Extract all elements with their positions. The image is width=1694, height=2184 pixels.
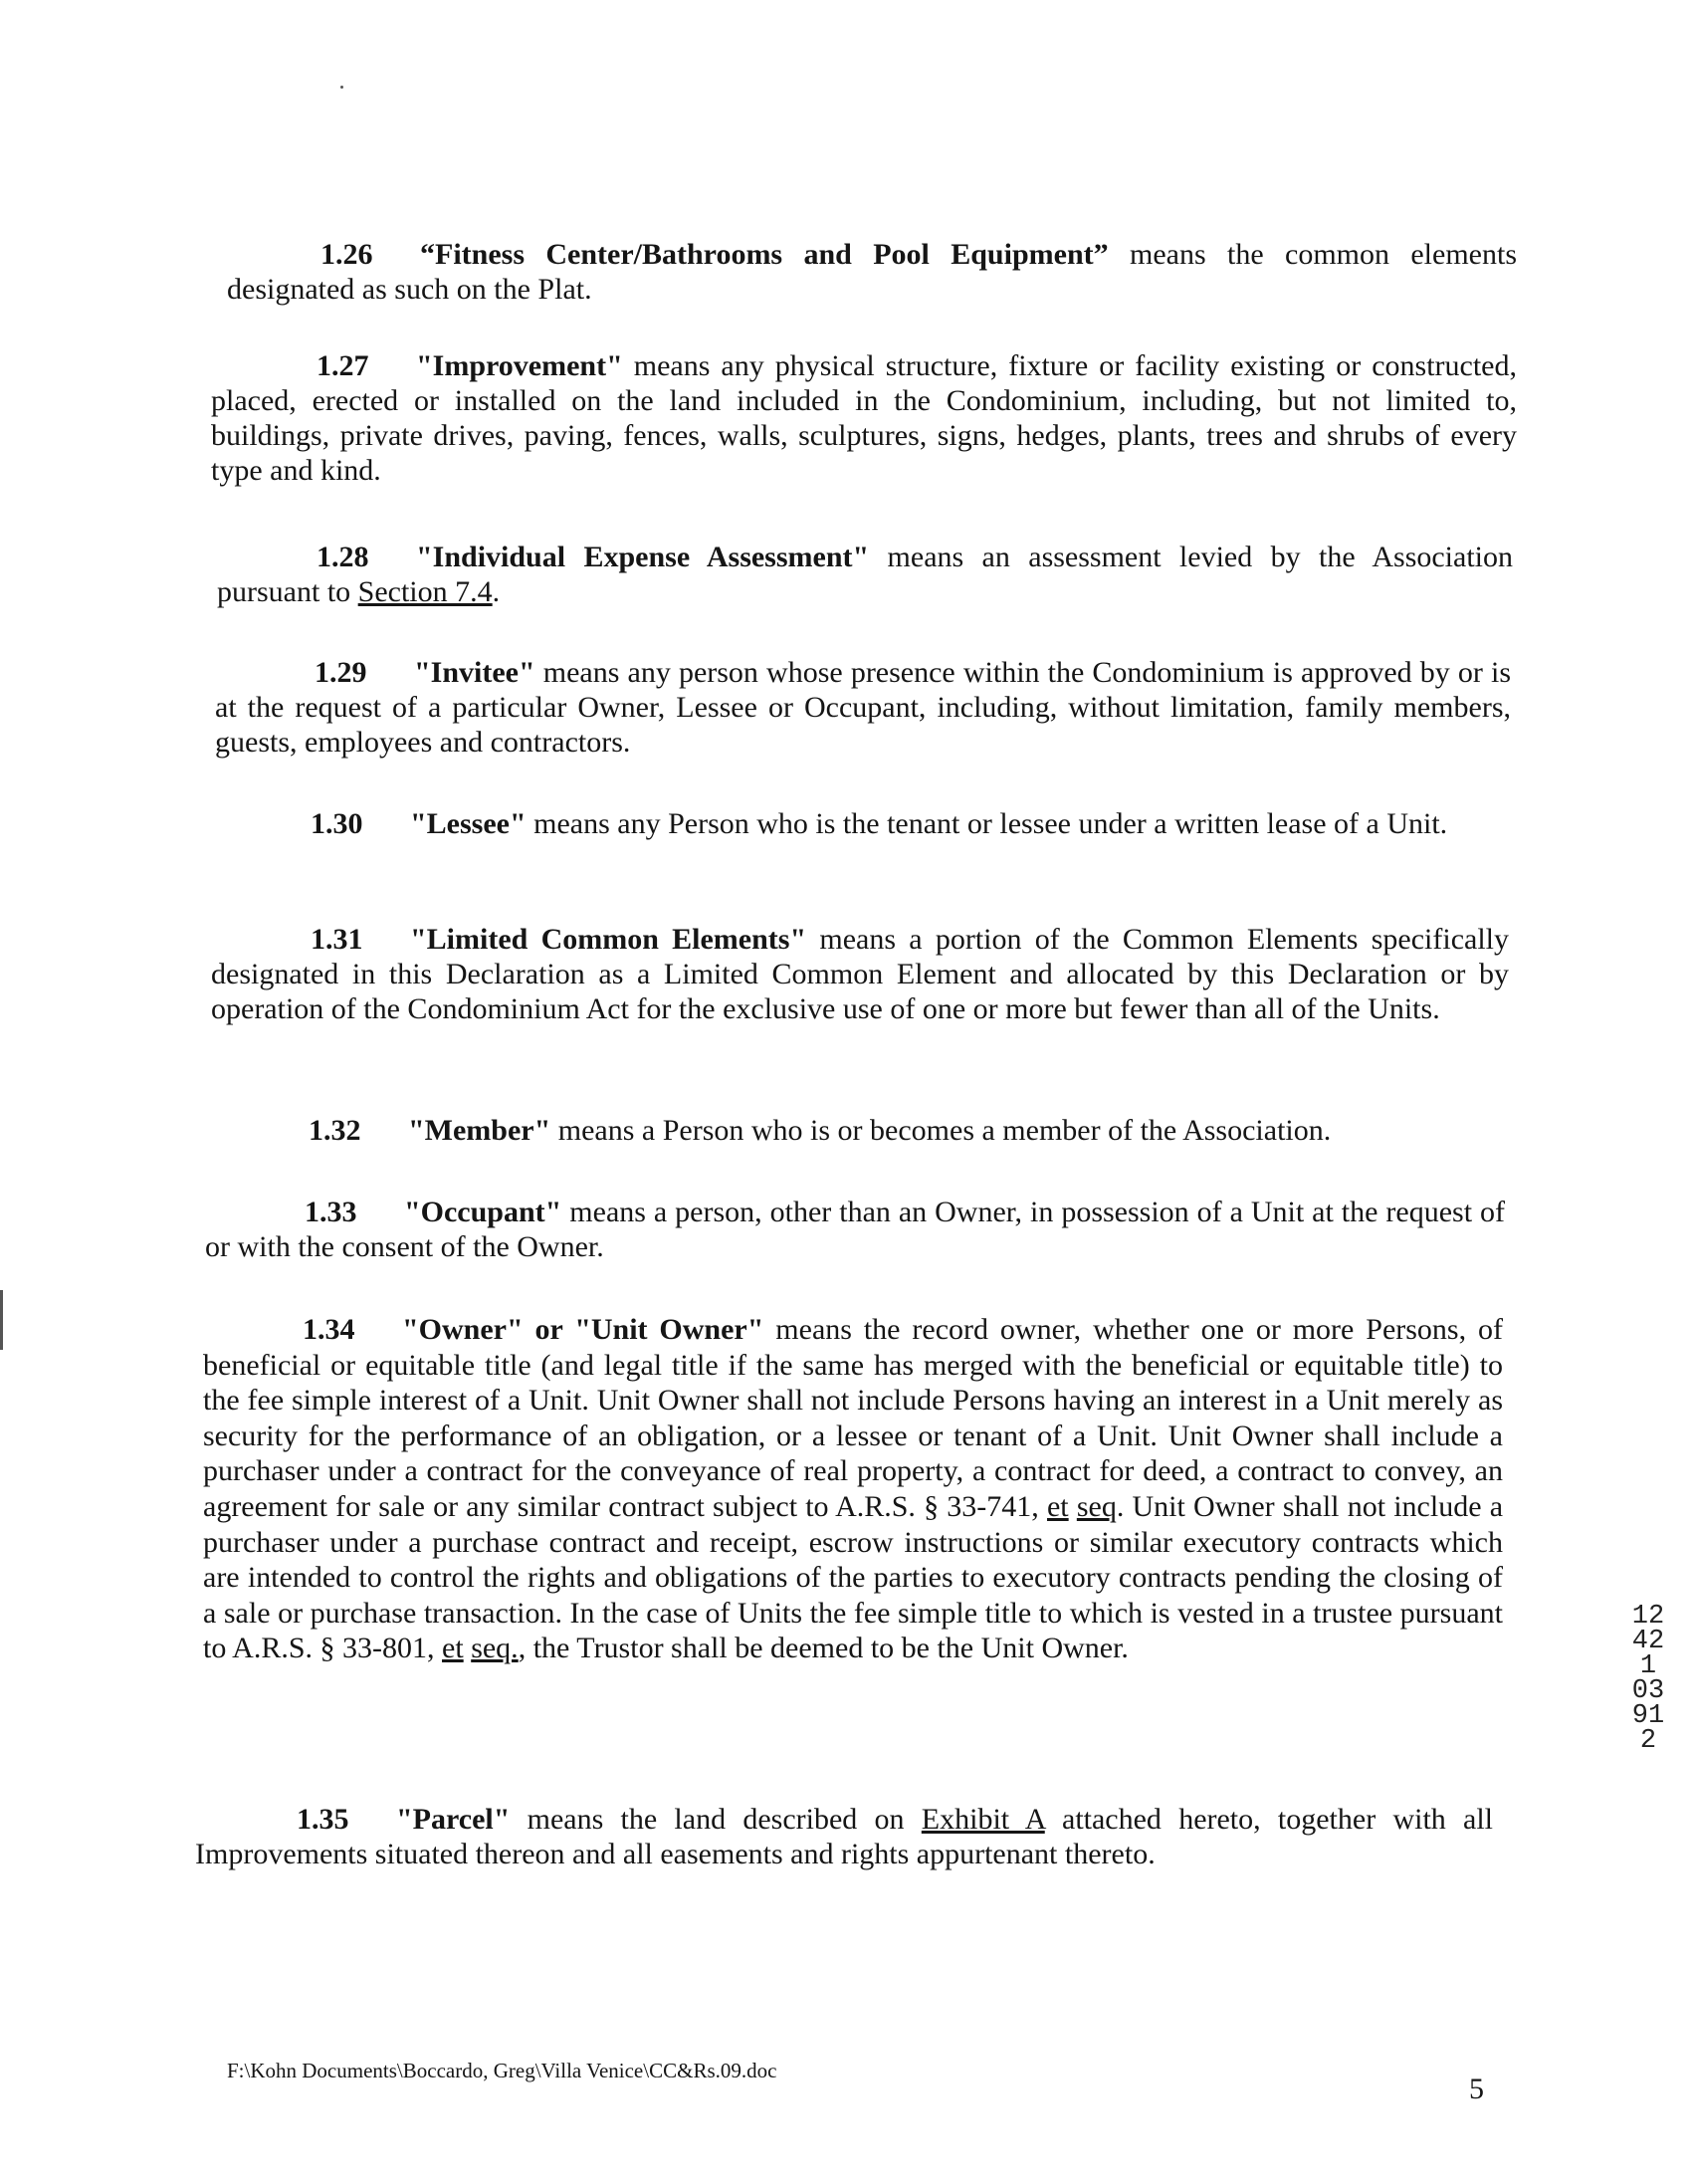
section-reference-link[interactable]: Section 7.4: [357, 575, 493, 608]
section-term: "Member": [408, 1114, 551, 1147]
recording-number-stamp: 12421 03912: [1631, 1602, 1665, 1756]
file-path-footer: F:\Kohn Documents\Boccardo, Greg\Villa Venice\CC&Rs.09.doc: [227, 2059, 777, 2082]
section-1-35: [195, 1802, 1493, 1871]
citation-et: et: [1046, 1489, 1069, 1523]
section-term: "Lessee": [410, 807, 527, 840]
section-term: “Fitness Center/Bathrooms and Pool Equipment”: [420, 238, 1109, 271]
section-term: "Occupant": [404, 1196, 562, 1228]
page-number: 5: [1469, 2073, 1484, 2105]
section-number: 1.35: [297, 1803, 349, 1836]
section-term: "Invitee": [414, 656, 535, 689]
section-number: 1.34: [303, 1313, 355, 1346]
section-1-27: [211, 348, 1517, 488]
section-term: "Improvement": [416, 349, 623, 382]
section-text: means an assessment levied by the Association pursuant to: [217, 541, 1514, 608]
section-number: 1.32: [309, 1114, 361, 1147]
section-number: 1.31: [311, 923, 363, 956]
citation-et: et: [442, 1632, 464, 1665]
citation-seq: seq.: [471, 1632, 519, 1665]
section-text: means any Person who is the tenant or lessee under a written lease of a Unit.: [526, 807, 1448, 840]
scan-edge-mark: [0, 1290, 3, 1350]
section-text: means the land described on: [510, 1803, 922, 1836]
section-text: . Unit Owner shall not include a purchaser under a purchase contract and receipt, escrow instructions or similar executory contracts which are intended to control the rights and obligations of the parties to executory contracts pending the closing of a sale or purchase transaction. In the case of Units the fee simple title to which is vested in a trustee pursuant to A.R.S. § 33-801,: [203, 1489, 1504, 1665]
section-1-33: [205, 1195, 1505, 1264]
section-1-32: [211, 1113, 1509, 1148]
section-1-26: [227, 237, 1517, 307]
section-number: 1.28: [317, 541, 369, 573]
section-term: "Individual Expense Assessment": [416, 541, 870, 573]
section-term: "Parcel": [396, 1803, 511, 1836]
section-text: , the Trustor shall be deemed to be the Unit Owner.: [518, 1632, 1129, 1665]
section-text: attached hereto, together with all Improvements situated thereon and all easements and rights appurtenant thereto.: [195, 1803, 1494, 1870]
citation-seq: seq: [1076, 1489, 1117, 1523]
section-text: means the common elements designated as such on the Plat.: [227, 238, 1517, 306]
exhibit-reference-link[interactable]: Exhibit A: [921, 1803, 1045, 1836]
section-text: means the record owner, whether one or more Persons, of beneficial or equitable title (and legal title if the same has merged with the beneficial or equitable title) to the fee simple interest of a Unit. Unit Owner shall not include Persons having an interest in a Unit merely as security for the performance of an obligation, or a lessee or tenant of a Unit. Unit Owner shall include a purchaser under a contract for the conveyance of real property, a contract for deed, a contract to convey, an agreement for sale or any similar contract subject to A.R.S. § 33-741,: [203, 1313, 1503, 1523]
section-number: 1.33: [305, 1196, 357, 1228]
section-1-31: [211, 922, 1509, 1026]
section-number: 1.30: [311, 807, 363, 840]
section-text: means any person whose presence within the Condominium is approved by or is at the request of a particular Owner, Lessee or Occupant, including, without limitation, family members, guests, employees and contractors.: [215, 656, 1511, 759]
section-1-30: [211, 806, 1511, 841]
section-text: .: [492, 575, 501, 608]
section-1-29: [215, 655, 1511, 760]
section-term: "Owner" or "Unit Owner": [402, 1313, 764, 1346]
scan-speck: [340, 86, 343, 89]
section-number: 1.29: [315, 656, 367, 689]
section-text: means any physical structure, fixture or facility existing or constructed, placed, erected or installed on the land included in the Condominium, including, but not limited to, buildings, private drives, paving, fences, walls, sculptures, signs, hedges, plants, trees and shrubs of every type and kind.: [211, 349, 1517, 487]
section-text: means a person, other than an Owner, in possession of a Unit at the request of or with the consent of the Owner.: [205, 1196, 1505, 1263]
section-text: means a portion of the Common Elements specifically designated in this Declaration as a Limited Common Element and allocated by this Declaration or by operation of the Condominium Act for the exclusive use of one or more but fewer than all of the Units.: [211, 923, 1509, 1025]
section-text: means a Person who is or becomes a member of the Association.: [550, 1114, 1332, 1147]
section-number: 1.26: [320, 238, 373, 271]
section-1-28: [217, 540, 1513, 609]
section-term: "Limited Common Elements": [410, 923, 807, 956]
section-1-34: [203, 1312, 1503, 1666]
section-number: 1.27: [317, 349, 369, 382]
